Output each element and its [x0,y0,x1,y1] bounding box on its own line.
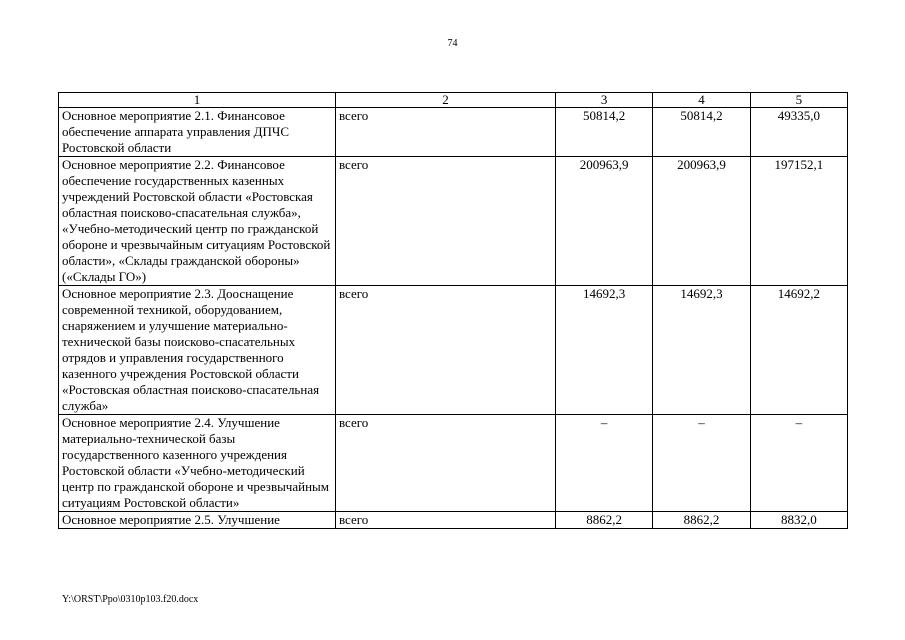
row-value-4: 200963,9 [653,157,750,286]
row-value-4: 50814,2 [653,108,750,157]
row-value-5: 8832,0 [750,512,847,529]
row-source: всего [336,108,556,157]
row-source: всего [336,415,556,512]
table-header-row [59,93,848,108]
table-row [59,108,848,157]
footer-file-path: Y:\ORST\Ppo\0310p103.f20.docx [62,594,199,605]
table-row [59,157,848,286]
row-value-5: – [750,415,847,512]
row-name: Основное мероприятие 2.5. Улучшение [59,512,336,529]
header-col-3: 3 [556,93,653,108]
table-row [59,286,848,415]
header-col-4: 4 [653,93,750,108]
row-value-3: 8862,2 [556,512,653,529]
row-value-5: 49335,0 [750,108,847,157]
row-name: Основное мероприятие 2.1. Финансовое обеспечение аппарата управления ДПЧС Ростовской области [59,108,336,157]
row-source: всего [336,157,556,286]
row-value-3: 200963,9 [556,157,653,286]
table-row [59,512,848,529]
row-source: всего [336,512,556,529]
header-col-1: 1 [59,93,336,108]
row-source: всего [336,286,556,415]
header-col-2: 2 [336,93,556,108]
page-number: 74 [447,38,458,49]
row-name: Основное мероприятие 2.3. Дооснащение современной техникой, оборудованием, снаряжением и улучшение материально-технической базы поисково-спасательных отрядов и управления государственного казенного учреждения Ростовской области «Ростовская областная поисково-спасательная служба» [59,286,336,415]
table-row [59,415,848,512]
row-value-4: 8862,2 [653,512,750,529]
row-value-5: 14692,2 [750,286,847,415]
row-value-4: 14692,3 [653,286,750,415]
header-col-5: 5 [750,93,847,108]
row-name: Основное мероприятие 2.4. Улучшение материально-технической базы государственного казенного учреждения Ростовской области «Учебно-методический центр по гражданской обороне и чрезвычайным ситуациям Ростовской области» [59,415,336,512]
row-value-4: – [653,415,750,512]
funding-table [58,92,848,529]
row-value-3: 14692,3 [556,286,653,415]
row-value-3: – [556,415,653,512]
row-value-5: 197152,1 [750,157,847,286]
row-value-3: 50814,2 [556,108,653,157]
row-name: Основное мероприятие 2.2. Финансовое обеспечение государственных казенных учреждений Ростовской области «Ростовская областная поисково-спасательная служба», «Учебно-методический центр по гражданской обороне и чрезвычайным ситуациям Ростовской области», «Склады гражданской обороны» («Склады ГО») [59,157,336,286]
